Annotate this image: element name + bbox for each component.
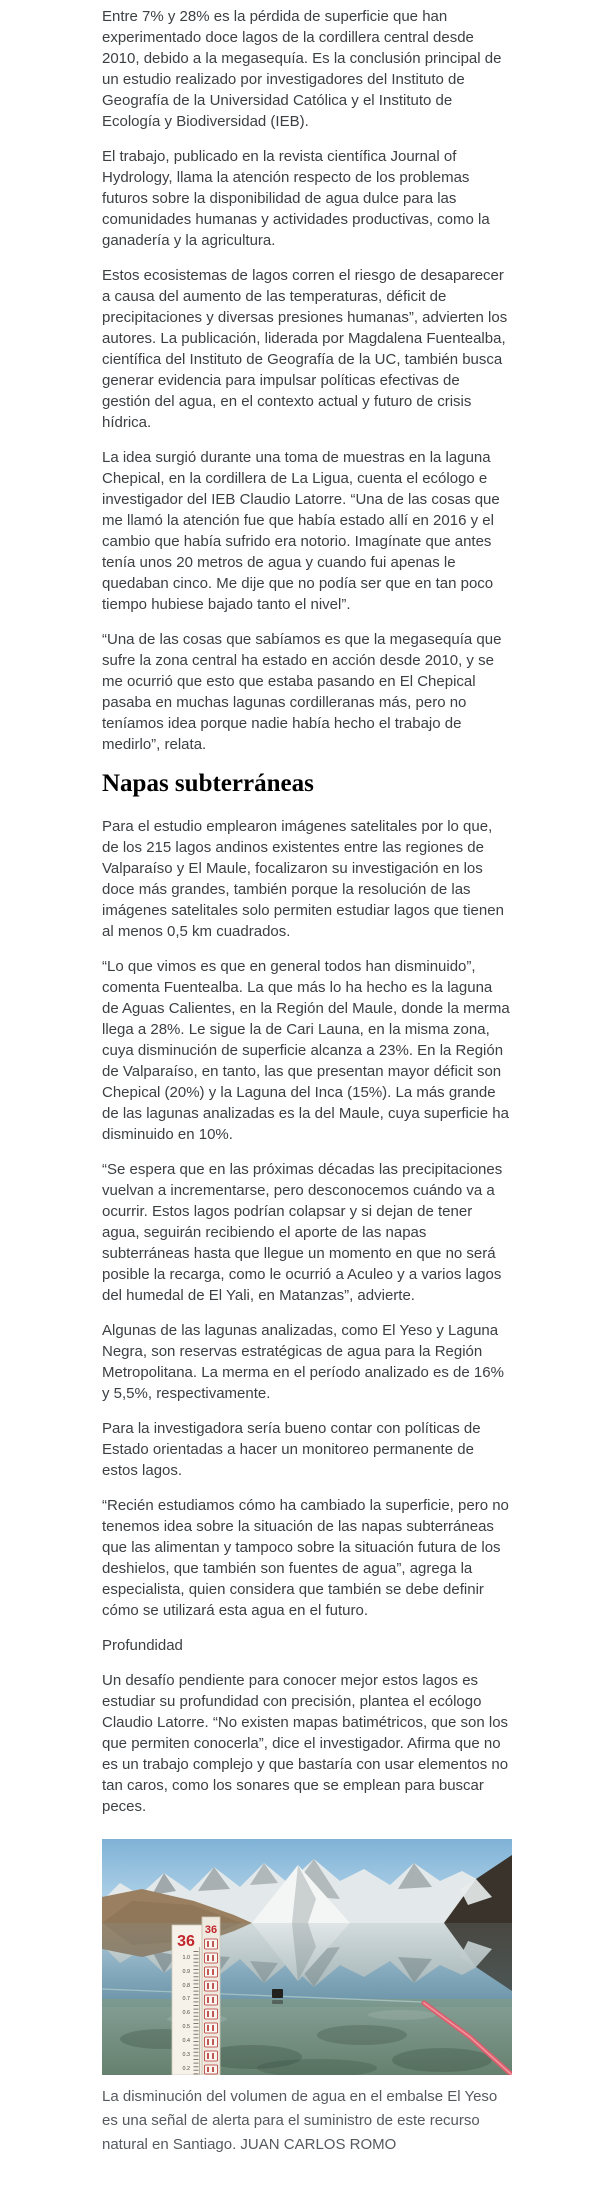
photo-caption: La disminución del volumen de agua en el embalse El Yeso es una señal de alerta para el suministro de este recurso natural en Santiago. JUAN CARLOS ROMO: [102, 2088, 498, 2153]
article-paragraph: El trabajo, publicado en la revista científica Journal of Hydrology, llama la atención respecto de los problemas futuros sobre la disponibilidad de agua dulce para las comunidades humanas y actividades productivas, como la ganadería y la agricultura.: [102, 148, 490, 249]
photo-embalse-el-yeso: [102, 1839, 512, 2075]
gauge-number-36-left: 36: [177, 1933, 195, 1950]
gauge-scale-label: 0.2: [182, 2066, 190, 2072]
gauge-scale-label: 1.0: [182, 1955, 190, 1961]
gauge-scale-label: 0.8: [182, 1983, 190, 1989]
gauge-scale-label: 0.5: [182, 2024, 190, 2030]
gauge-number-36-right: 36: [204, 1924, 218, 1936]
article-paragraph: “Recién estudiamos cómo ha cambiado la superficie, pero no tenemos idea sobre la situación de las napas subterráneas que las alimentan y tampoco sobre la situación futura de los deshielos, que también son fuentes de agua”, agrega la especialista, quien considera que también se debe definir cómo se utilizará esta agua en el futuro.: [102, 1497, 509, 1619]
buoy: [272, 1989, 283, 2004]
article-paragraph: “Una de las cosas que sabíamos es que la megasequía que sufre la zona central ha estado en acción desde 2010, y se me ocurrió que esto que estaba pasando en El Chepical pasaba en muchas lagunas cordilleranas más, pero no teníamos idea porque nadie había hecho el trabajo de medirlo”, relata.: [102, 631, 502, 753]
gauge-scale-label: 0.3: [182, 2052, 190, 2058]
article-paragraph: Estos ecosistemas de lagos corren el riesgo de desaparecer a causa del aumento de las temperaturas, déficit de precipitaciones y diversas presiones humanas”, advierten los autores. La publicación, liderada por Magdalena Fuentealba, científica del Instituto de Geografía de la UC, también busca generar evidencia para impulsar políticas efectivas de gestión del agua, en el contexto actual y futuro de crisis hídrica.: [102, 267, 508, 431]
gauge-scale-label: 0.7: [182, 1996, 190, 2002]
section-heading-napas-subterraneas: Napas subterráneas: [102, 770, 314, 797]
subsection-label-profundidad: Profundidad: [102, 1637, 183, 1654]
gauge-scale-label: 0.4: [182, 2038, 190, 2044]
lake-water: [102, 1999, 512, 2075]
article-paragraph: “Se espera que en las próximas décadas las precipitaciones vuelvan a incrementarse, pero desconocemos cuándo va a ocurrir. Estos lagos podrían colapsar y si dejan de tener agua, seguirán recibiendo el aporte de las napas subterráneas hasta que llegue un momento en que no será posible la recarga, como le ocurrió a Aculeo y a varios lagos del humedal de El Yali, en Matanzas”, advierte.: [102, 1161, 503, 1304]
gauge-scale-label: 0.9: [182, 1969, 190, 1975]
article-paragraph: Algunas de las lagunas analizadas, como El Yeso y Laguna Negra, son reservas estratégicas de agua para la Región Metropolitana. La merma en el período analizado es de 16% y 5,5%, respectivamente.: [102, 1322, 504, 1402]
article-figure: [102, 1839, 512, 2157]
article-paragraph: Para la investigadora sería bueno contar con políticas de Estado orientadas a hacer un monitoreo permanente de estos lagos.: [102, 1420, 481, 1479]
article-paragraph: Un desafío pendiente para conocer mejor estos lagos es estudiar su profundidad con precisión, plantea el ecólogo Claudio Latorre. “No existen mapas batimétricos, que son los que permiten conocerla”, dice el investigador. Afirma que no es un trabajo complejo y que bastaría con usar elementos no tan caros, como los sonares que se emplean para buscar peces.: [102, 1672, 509, 1815]
gauge-scale-label: 0.6: [182, 2010, 190, 2016]
article-paragraph: La idea surgió durante una toma de muestras en la laguna Chepical, en la cordillera de La Ligua, cuenta el ecólogo e investigador del IEB Claudio Latorre. “Una de las cosas que me llamó la atención fue que había estado allí en 2016 y el cambio que había sufrido era notorio. Imagínate que antes tenía unos 20 metros de agua y cuando fui apenas le quedaban cinco. Me dije que no podía ser que en tan poco tiempo hubiese bajado tanto el nivel”.: [102, 449, 500, 613]
water-level-gauge: [172, 1917, 220, 2075]
article-paragraph: Entre 7% y 28% es la pérdida de superficie que han experimentado doce lagos de la cordillera central desde 2010, debido a la megasequía. Es la conclusión principal de un estudio realizado por investigadores del Instituto de Geografía de la Universidad Católica y el Instituto de Ecología y Biodiversidad (IEB).: [102, 8, 502, 130]
mountains-and-sky: [102, 1839, 512, 1923]
article-paragraph: Para el estudio emplearon imágenes satelitales por lo que, de los 215 lagos andinos existentes entre las regiones de Valparaíso y El Maule, focalizaron su investigación en los doce más grandes, también porque la resolución de las imágenes satelitales solo permiten estudiar lagos que tienen al menos 0,5 km cuadrados.: [102, 818, 504, 940]
reflection-tint: [102, 1923, 512, 2007]
article-paragraph: “Lo que vimos es que en general todos han disminuido”, comenta Fuentealba. La que más lo ha hecho es la laguna de Aguas Calientes, en la Región del Maule, donde la merma llega a 28%. Le sigue la de Cari Launa, en la misma zona, cuya disminución de superficie alcanza a 23%. En la Región de Valparaíso, en tanto, las que presentan mayor déficit son Chepical (20%) y la Laguna del Inca (15%). La más grande de las lagunas analizadas es la del Maule, cuya superficie ha disminuido en 10%.: [102, 958, 510, 1143]
